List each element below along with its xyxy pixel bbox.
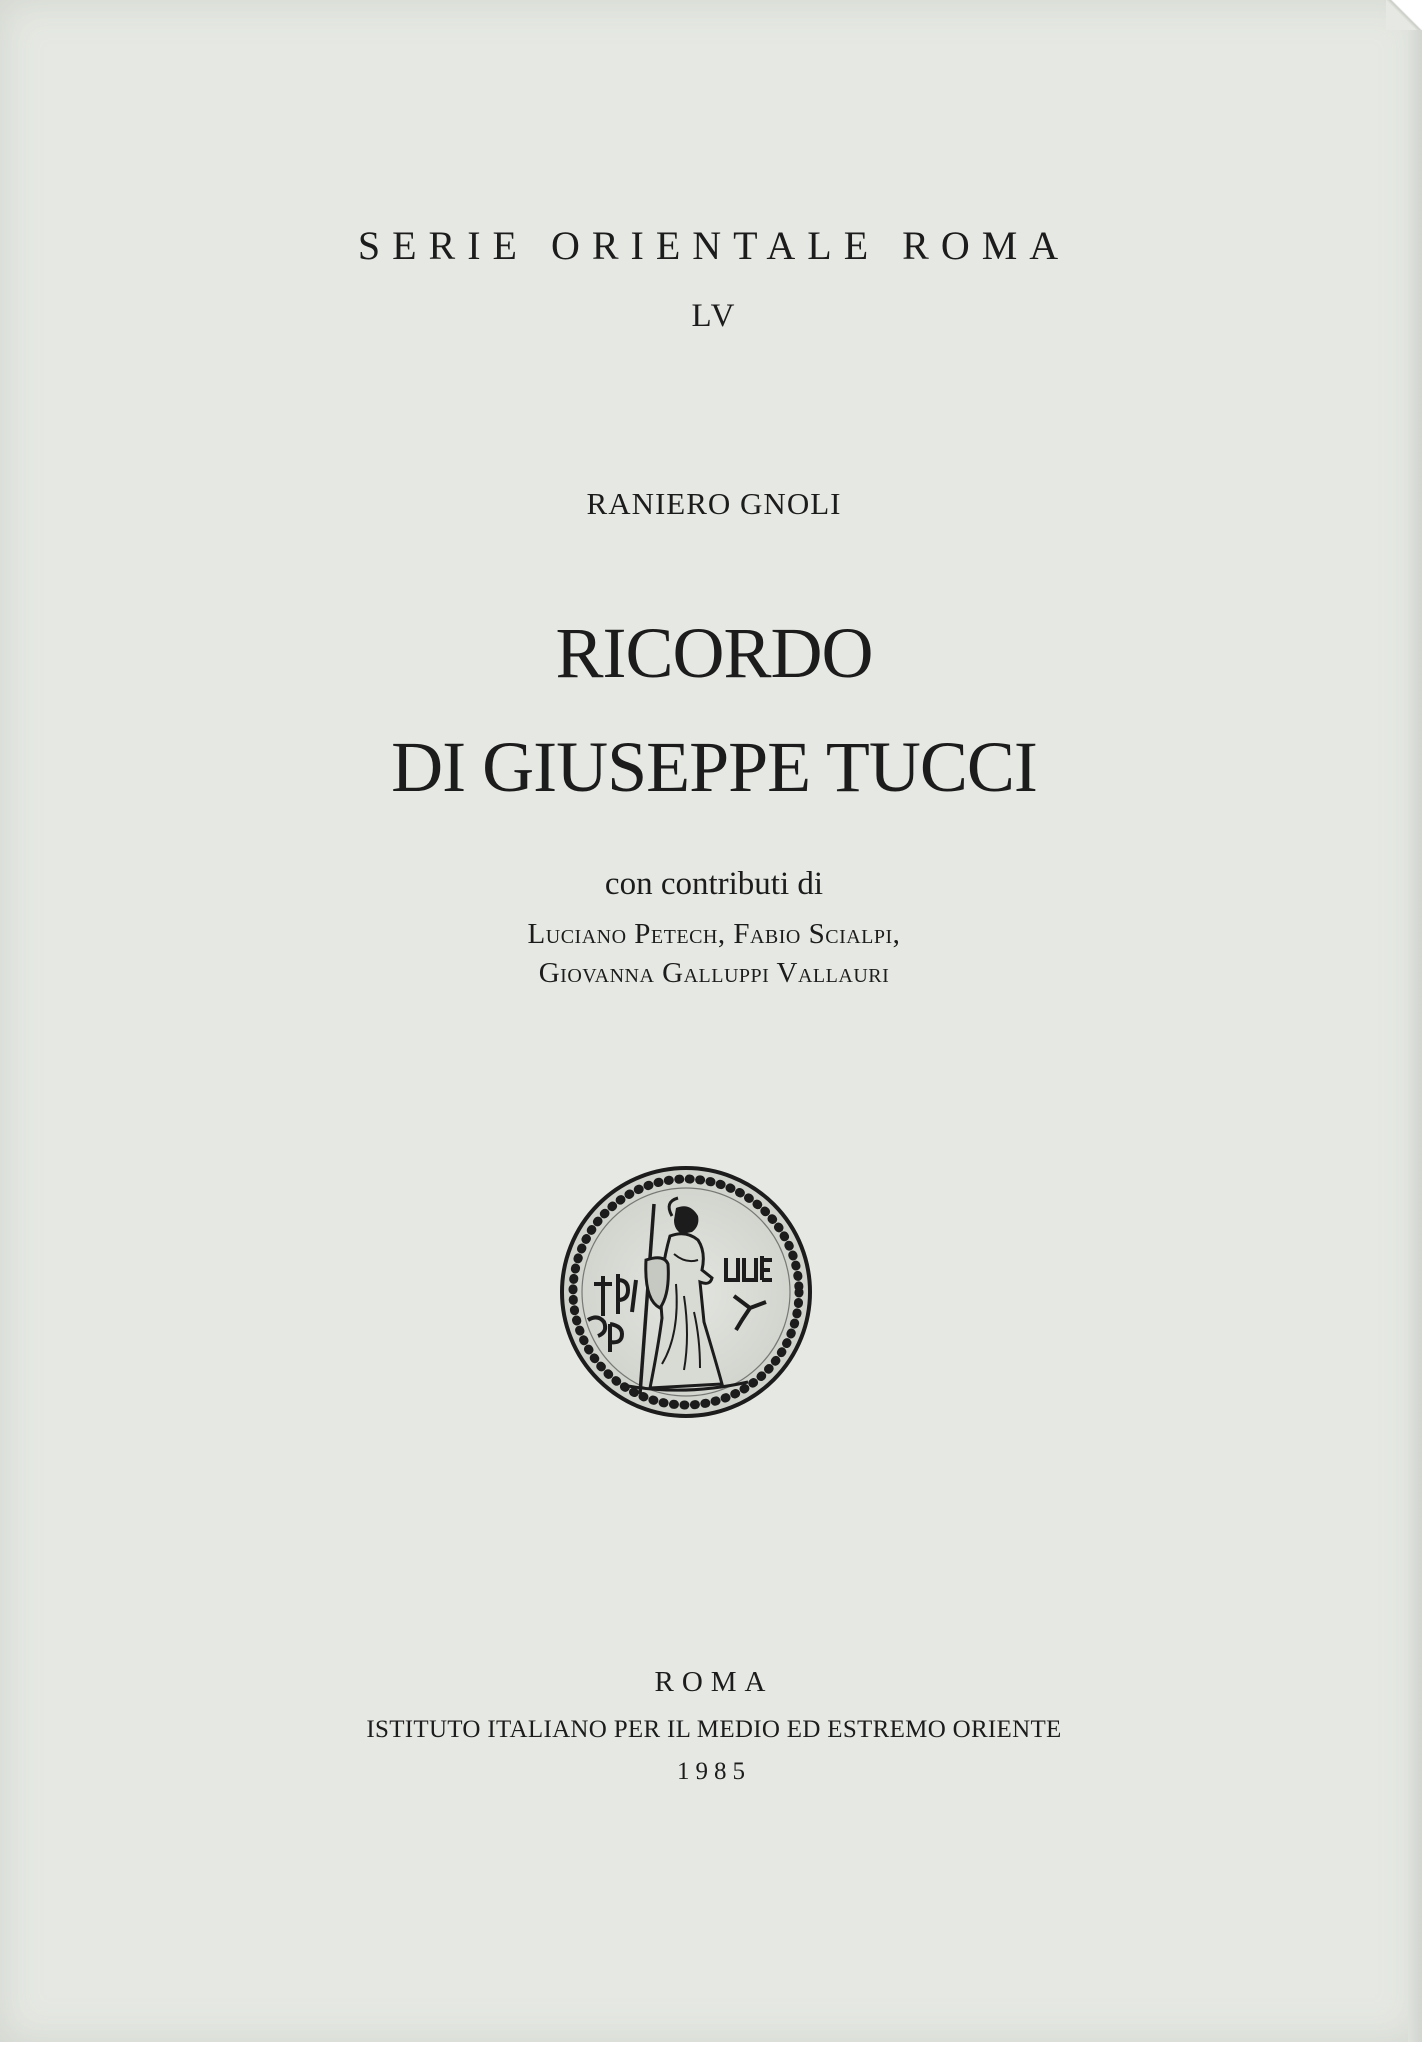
contributors-line-1: Luciano Petech, Fabio Scialpi, [527,918,901,950]
contributors-line-2: Giovanna Galluppi Vallauri [538,957,890,989]
contributors-intro: con contributi di [604,866,824,902]
publication-city: ROMA [654,1666,774,1698]
series-name: SERIE ORIENTALE ROMA [357,223,1071,268]
publisher-name: ISTITUTO ITALIANO PER IL MEDIO ED ESTREMO ORIENTE [366,1716,1062,1743]
volume-number: LV [691,298,737,334]
worn-corner [1386,0,1422,30]
publication-year: 1985 [677,1758,751,1785]
book-title-line-2: DI GIUSEPPE TUCCI [391,727,1037,807]
coin-emblem-icon [558,1164,814,1420]
author-name: RANIERO GNOLI [586,486,842,521]
book-title-line-1: RICORDO [555,613,873,693]
